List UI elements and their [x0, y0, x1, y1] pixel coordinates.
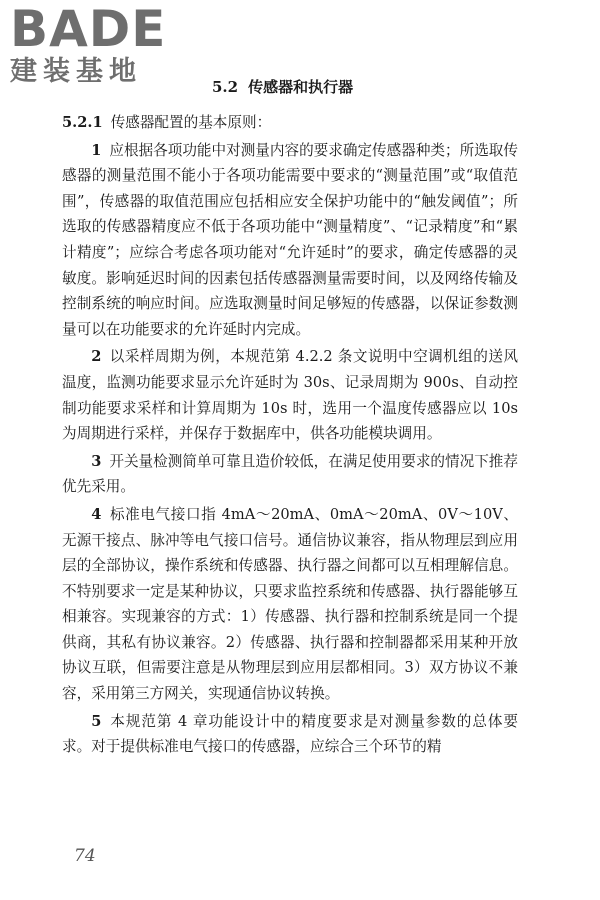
item-text: 标准电气接口指 4mA～20mA、0mA～20mA、0V～10V、无源干接点、脉冲等电气接口信号。通信协议兼容，指从物理层到应用层的全部协议，操作系统和传感器、执行器之间都可以互相理解信息。不特别要求一定是某种协议，只要求监控系统和传感器、执行器能够互相兼容。实现兼容的方式：1）传感器、执行器和控制系统是同一个提供商，其私有协议兼容。2）传感器、执行器和控制器都采用某种开放协议互联，但需要注意是从物理层到应用层都相同。3）双方协议不兼容，采用第三方网关，实现通信协议转换。 — [62, 505, 518, 703]
bade-logo — [10, 0, 180, 88]
item-number: 4 — [91, 505, 102, 523]
item-number: 5 — [91, 712, 102, 730]
page-number: 74 — [74, 846, 96, 866]
section-title: 传感器和执行器 — [248, 78, 354, 96]
item-text: 以采样周期为例，本规范第 4.2.2 条文说明中空调机组的送风温度，监测功能要求显示允许延时为 30s、记录周期为 900s、自动控制功能要求采样和计算周期为 10s 时，选用一个温度传感器应以 10s 为周期进行采样，并保存于数据库中，供各功能模块调用。 — [62, 348, 518, 443]
list-item — [62, 344, 518, 446]
clause-paragraph — [62, 110, 518, 136]
list-item — [62, 709, 518, 760]
list-item — [62, 449, 518, 500]
clause-number: 5.2.1 — [62, 114, 103, 131]
item-number: 3 — [91, 452, 102, 470]
list-item — [62, 138, 518, 343]
item-text: 本规范第 4 章功能设计中的精度要求是对测量参数的总体要求。对于提供标准电气接口的传感器，应综合三个环节的精 — [62, 712, 518, 756]
item-text: 开关量检测简单可靠且造价较低，在满足使用要求的情况下推荐优先采用。 — [62, 452, 518, 496]
clause-text: 传感器配置的基本原则： — [110, 114, 272, 131]
logo-sub-text: 建装基地 — [10, 56, 142, 87]
logo-brand-text: BADE — [10, 0, 167, 58]
item-text: 应根据各项功能中对测量内容的要求确定传感器种类；所选取传感器的测量范围不能小于各项功能需要中要求的“测量范围”或“取值范围”，传感器的取值范围应包括相应安全保护功能中的“触发阈值”；所选取的传感器精度应不低于各项功能中“测量精度”、“记录精度”和“累计精度”；应综合考虑各项功能对“允许延时”的要求，确定传感器的灵敏度。影响延迟时间的因素包括传感器测量需要时间，以及网络传输及控制系统的响应时间。应选取测量时间足够短的传感器，以保证参数测量可以在功能要求的允许延时内完成。 — [62, 141, 518, 338]
section-heading — [212, 76, 353, 97]
item-number: 2 — [91, 348, 102, 366]
document-body — [62, 110, 518, 762]
item-number: 1 — [91, 141, 102, 159]
section-number: 5.2 — [212, 78, 239, 96]
list-item — [62, 502, 518, 707]
